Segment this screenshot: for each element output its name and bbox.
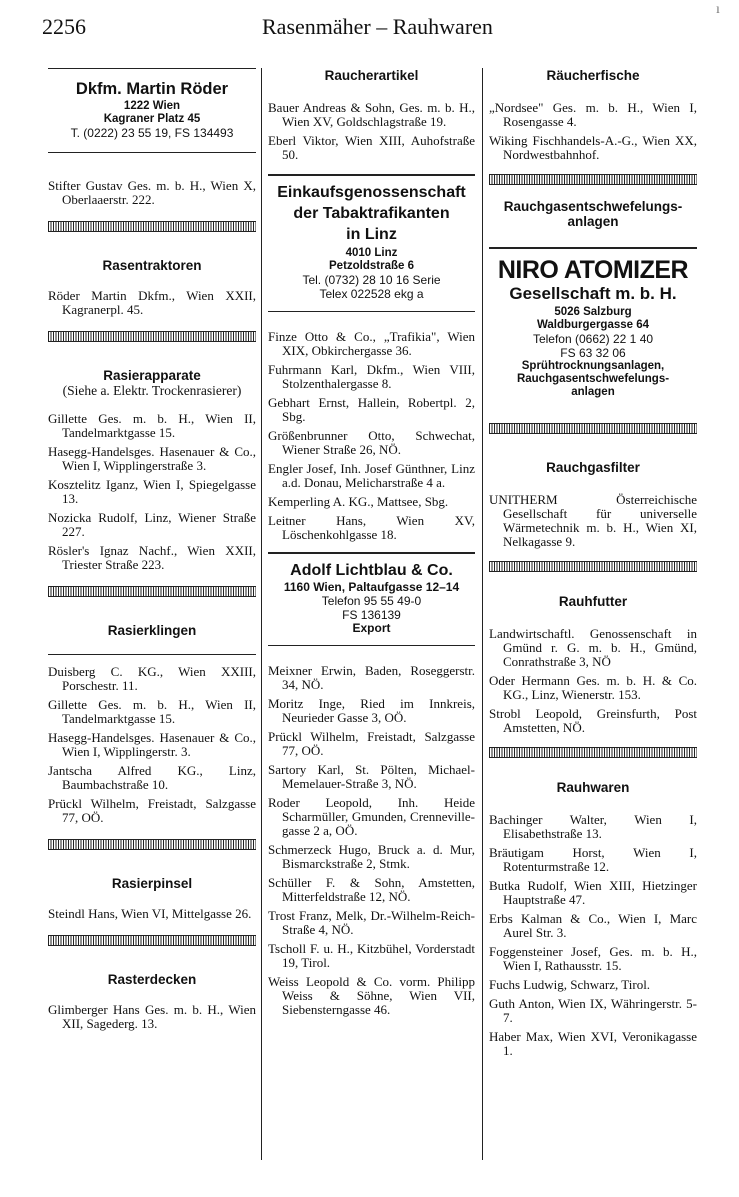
ad-tabak-line1: Einkaufsgenossenschaft bbox=[277, 184, 466, 201]
section-separator-bar bbox=[48, 221, 256, 232]
list-item: Schüller F. & Sohn, Amstetten, Mitterfeldstraße 12, NÖ. bbox=[268, 875, 475, 904]
column-divider bbox=[482, 68, 483, 1160]
ad-tabak-line2: der Tabaktrafikanten bbox=[293, 205, 450, 222]
section-title: Rasierklingen bbox=[107, 623, 197, 638]
section-separator-bar bbox=[489, 561, 697, 572]
section-subtitle: (Siehe a. Elektr. Trockenrasierer) bbox=[62, 383, 242, 398]
divider-rule bbox=[268, 311, 475, 312]
ad-niro-atomizer bbox=[489, 249, 697, 423]
list-item: Glimberger Hans Ges. m. b. H., Wien XII, Sagederg. 13. bbox=[48, 1002, 256, 1031]
list-item: Kemperling A. KG., Mattsee, Sbg. bbox=[268, 494, 449, 509]
section-title: Rasentraktoren bbox=[102, 258, 202, 273]
ad-lichtblau-export: Export bbox=[352, 621, 391, 635]
list-item: UNITHERM Österreichische Gesellschaft für universelle Wärmetechnik m. b. H., Wien XI, Nelkagasse 9. bbox=[489, 492, 697, 549]
list-item: Eberl Viktor, Wien XIII, Auhofstraße 50. bbox=[268, 133, 475, 162]
section-separator-bar bbox=[48, 586, 256, 597]
ad-roeder-street: Kagraner Platz 45 bbox=[103, 113, 201, 125]
list-item: Schmerzeck Hugo, Bruck a. d. Mur, Bismarckstraße 2, Stmk. bbox=[268, 842, 475, 871]
ad-lichtblau-address: 1160 Wien, Paltaufgasse 12–14 bbox=[283, 580, 460, 594]
ad-lichtblau-fs: FS 136139 bbox=[342, 608, 401, 622]
section-title: Räucherfische bbox=[546, 68, 640, 83]
ad-lichtblau-phone: Telefon 95 55 49-0 bbox=[321, 594, 422, 608]
list-item: Guth Anton, Wien IX, Währingerstr. 5-7. bbox=[489, 996, 697, 1025]
section-separator-bar bbox=[48, 839, 256, 850]
list-item: Butka Rudolf, Wien XIII, Hietzinger Hauptstraße 47. bbox=[489, 878, 697, 907]
section-title: Rauhwaren bbox=[556, 780, 630, 795]
list-item: Stifter Gustav Ges. m. b. H., Wien X, Oberlaaerstr. 222. bbox=[48, 178, 256, 207]
ad-niro-line1: Sprühtrocknungsanlagen, bbox=[521, 360, 665, 372]
ad-tabak-phone: Tel. (0732) 28 10 16 Serie bbox=[302, 273, 441, 287]
ad-tabak-line3: in Linz bbox=[346, 226, 397, 243]
list-item: Bachinger Walter, Wien I, Elisabethstraße 13. bbox=[489, 812, 697, 841]
column-divider bbox=[261, 68, 262, 1160]
corner-mark: ı bbox=[716, 2, 720, 17]
list-item: Sartory Karl, St. Pölten, Michael-Memelauer-Straße 3, NÖ. bbox=[268, 762, 475, 791]
list-item: Prückl Wilhelm, Freistadt, Salzgasse 77, OÖ. bbox=[48, 796, 256, 825]
list-item: Landwirtschaftl. Genossenschaft in Gmünd r. G. m. b. H., Gmünd, Conrathstraße 3, NÖ bbox=[489, 626, 697, 669]
column-right bbox=[489, 62, 697, 1063]
ad-niro-fs: FS 63 32 06 bbox=[560, 346, 626, 360]
list-item: Kosztelitz Iganz, Wien I, Spiegelgasse 13. bbox=[48, 477, 256, 506]
ad-niro-line3: anlagen bbox=[571, 386, 615, 398]
list-item: Gillette Ges. m. b. H., Wien II, Tandelmarktgasse 15. bbox=[48, 411, 256, 440]
section-title: Rasierpinsel bbox=[111, 876, 193, 891]
list-item: Rösler's Ignaz Nachf., Wien XXII, Triester Straße 223. bbox=[48, 543, 256, 572]
list-item: Bräutigam Horst, Wien I, Rotenturmstraße 12. bbox=[489, 845, 697, 874]
ad-niro-company: Gesellschaft m. b. H. bbox=[509, 284, 677, 303]
list-item: Fuhrmann Karl, Dkfm., Wien VIII, Stolzenthalergasse 8. bbox=[268, 362, 475, 391]
divider-rule bbox=[48, 152, 256, 153]
list-item: Größenbrunner Otto, Schwechat, Wiener Straße 26, NÖ. bbox=[268, 428, 475, 457]
list-item: Bauer Andreas & Sohn, Ges. m. b. H., Wien XV, Goldschlagstraße 19. bbox=[268, 100, 475, 129]
column-middle bbox=[268, 62, 475, 1022]
list-item: Fuchs Ludwig, Schwarz, Tirol. bbox=[489, 977, 651, 992]
list-item: Finze Otto & Co., „Trafikia", Wien XIX, Obkirchergasse 36. bbox=[268, 329, 475, 358]
section-separator-bar bbox=[489, 747, 697, 758]
ad-niro-street: Waldburgergasse 64 bbox=[536, 319, 650, 331]
ad-tabak-street: Petzoldstraße 6 bbox=[329, 260, 414, 272]
divider-rule bbox=[48, 654, 256, 655]
section-separator-bar bbox=[48, 331, 256, 342]
ad-roeder bbox=[48, 69, 256, 152]
ad-tabaktrafikanten bbox=[268, 176, 475, 311]
list-item: Leitner Hans, Wien XV, Löschenkohlgasse 18. bbox=[268, 513, 475, 542]
list-item: Nozicka Rudolf, Linz, Wiener Straße 227. bbox=[48, 510, 256, 539]
section-title: Rauchgasentschwefelungs- bbox=[503, 199, 683, 214]
list-item: Strobl Leopold, Greinsfurth, Post Amstetten, NÖ. bbox=[489, 706, 697, 735]
list-item: Meixner Erwin, Baden, Roseggerstr. 34, NÖ. bbox=[268, 663, 475, 692]
list-item: Gillette Ges. m. b. H., Wien II, Tandelmarktgasse 15. bbox=[48, 697, 256, 726]
ad-roeder-name: Dkfm. Martin Röder bbox=[75, 80, 229, 98]
list-item: Haber Max, Wien XVI, Veronikagasse 1. bbox=[489, 1029, 697, 1058]
list-item: Erbs Kalman & Co., Wien I, Marc Aurel Str. 3. bbox=[489, 911, 697, 940]
list-item: Engler Josef, Inh. Josef Günthner, Linz a.d. Donau, Melicharstraße 4 a. bbox=[268, 461, 475, 490]
section-title: Rasierapparate bbox=[103, 368, 201, 383]
list-item: Gebhart Ernst, Hallein, Robertpl. 2, Sbg. bbox=[268, 395, 475, 424]
section-separator-bar bbox=[489, 423, 697, 434]
list-item: Trost Franz, Melk, Dr.-Wilhelm-Reich-Straße 4, NÖ. bbox=[268, 908, 475, 937]
list-item: Wiking Fischhandels-A.-G., Wien XX, Nordwestbahnhof. bbox=[489, 133, 697, 162]
ad-lichtblau-name: Adolf Lichtblau & Co. bbox=[290, 562, 453, 579]
section-title: Rasterdecken bbox=[107, 972, 197, 987]
list-item: Oder Hermann Ges. m. b. H. & Co. KG., Linz, Wienerstr. 153. bbox=[489, 673, 697, 702]
section-title: Rauchgasfilter bbox=[546, 460, 640, 475]
list-item: Prückl Wilhelm, Freistadt, Salzgasse 77, OÖ. bbox=[268, 729, 475, 758]
ad-tabak-city: 4010 Linz bbox=[345, 247, 398, 259]
list-item: Hasegg-Handelsges. Hasenauer & Co., Wien I, Wipplingerstraße 3. bbox=[48, 444, 256, 473]
ad-roeder-phone: T. (0222) 23 55 19, FS 134493 bbox=[70, 126, 234, 140]
section-title-cont: anlagen bbox=[567, 214, 619, 229]
section-separator-bar bbox=[489, 174, 697, 185]
list-item: Hasegg-Handelsges. Hasenauer & Co., Wien I, Wipplingerstr. 3. bbox=[48, 730, 256, 759]
list-item: Duisberg C. KG., Wien XXIII, Porschestr. 11. bbox=[48, 664, 256, 693]
section-title: Rauhfutter bbox=[558, 594, 628, 609]
list-item: Jantscha Alfred KG., Linz, Baumbachstraße 10. bbox=[48, 763, 256, 792]
section-title: Raucherartikel bbox=[324, 68, 419, 83]
divider-rule bbox=[268, 645, 475, 646]
list-item: Röder Martin Dkfm., Wien XXII, Kagranerpl. 45. bbox=[48, 288, 256, 317]
column-left bbox=[48, 62, 256, 1036]
ad-lichtblau bbox=[268, 554, 475, 645]
list-item: Moritz Inge, Ried im Innkreis, Neurieder Gasse 3, OÖ. bbox=[268, 696, 475, 725]
ad-niro-line2: Rauchgasentschwefelungs- bbox=[516, 373, 670, 385]
list-item: Steindl Hans, Wien VI, Mittelgasse 26. bbox=[48, 906, 252, 921]
list-item: Tscholl F. u. H., Kitzbühel, Vorderstadt 19, Tirol. bbox=[268, 941, 475, 970]
ad-niro-name: NIRO ATOMIZER bbox=[497, 256, 689, 284]
ad-niro-phone: Telefon (0662) 22 1 40 bbox=[532, 332, 654, 346]
ad-roeder-city: 1222 Wien bbox=[123, 100, 181, 112]
ad-tabak-telex: Telex 022528 ekg a bbox=[319, 287, 424, 301]
ad-niro-city: 5026 Salzburg bbox=[554, 306, 632, 318]
page-number: 2256 bbox=[42, 14, 86, 39]
list-item: „Nordsee" Ges. m. b. H., Wien I, Rosengasse 4. bbox=[489, 100, 697, 129]
page-title: Rasenmäher – Rauhwaren bbox=[262, 14, 493, 39]
list-item: Roder Leopold, Inh. Heide Scharmüller, Gmunden, Crenneville-gasse 2 a, OÖ. bbox=[268, 795, 475, 838]
section-separator-bar bbox=[48, 935, 256, 946]
list-item: Foggensteiner Josef, Ges. m. b. H., Wien I, Rathausstr. 15. bbox=[489, 944, 697, 973]
list-item: Weiss Leopold & Co. vorm. Philipp Weiss & Söhne, Wien VII, Siebensterngasse 46. bbox=[268, 974, 475, 1017]
